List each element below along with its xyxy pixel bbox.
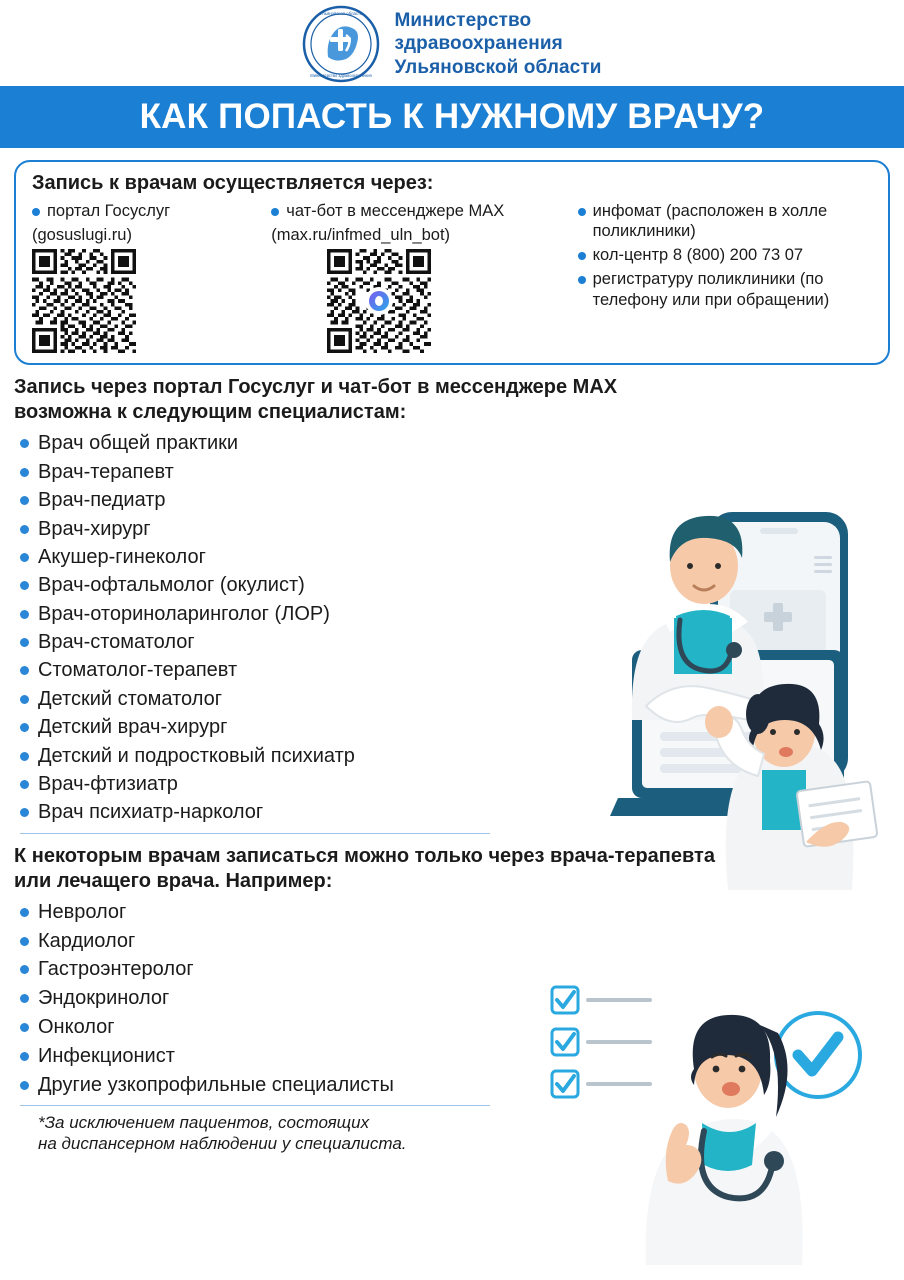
channel-gosuslugi-label: портал Госуслуг <box>47 202 171 220</box>
referral-specialist-label: Эндокринолог <box>38 987 170 1010</box>
specialist-label: Детский стоматолог <box>38 687 223 710</box>
referral-specialist-label: Онколог <box>38 1016 115 1039</box>
ministry-title <box>394 9 601 79</box>
bullet-dot-icon <box>20 780 29 789</box>
list-item <box>20 898 890 927</box>
bullet-dot-icon <box>20 965 29 974</box>
specialist-label: Врач-фтизиатр <box>38 772 178 795</box>
ministry-title-line-3: Ульяновской области <box>394 56 602 78</box>
channel-other-options <box>578 201 874 353</box>
referral-specialist-label: Кардиолог <box>38 929 136 952</box>
bullet-dot-icon <box>20 908 29 917</box>
specialist-label: Врач-терапевт <box>38 460 174 483</box>
bullet-dot-icon <box>20 723 29 732</box>
bullet-dot-icon <box>271 208 279 216</box>
channel-gosuslugi-url: (gosuslugi.ru) <box>32 226 132 245</box>
referral-specialist-label: Инфекционист <box>38 1044 175 1067</box>
divider <box>20 833 490 834</box>
bullet-dot-icon <box>20 468 29 477</box>
bullet-dot-icon <box>20 638 29 647</box>
specialist-label: Врач-офтальмолог (окулист) <box>38 574 305 597</box>
ministry-title-line-2: здравоохранения <box>394 33 563 55</box>
bullet-dot-icon <box>578 276 586 284</box>
bullet-dot-icon <box>20 808 29 817</box>
page-header <box>0 0 904 86</box>
specialist-label: Детский врач-хирург <box>38 716 228 739</box>
bullet-dot-icon <box>20 525 29 534</box>
max-bot-qr-code[interactable] <box>327 249 431 353</box>
bullet-dot-icon <box>20 695 29 704</box>
main-title-banner <box>0 86 904 148</box>
ministry-emblem-icon <box>302 5 380 83</box>
bullet-dot-icon <box>20 994 29 1003</box>
bullet-dot-icon <box>578 252 586 260</box>
channel-registry-label: регистратуру поликлиники (по телефону или при обращении) <box>592 270 830 309</box>
channel-max-bot <box>271 201 567 353</box>
gosuslugi-qr-code[interactable] <box>32 249 136 353</box>
bullet-dot-icon <box>578 208 586 216</box>
channel-max-bot-label: чат-бот в мессенджере MAX <box>286 202 505 220</box>
referral-heading-line-2: или лечащего врача. Например: <box>14 869 333 892</box>
bullet-dot-icon <box>32 208 40 216</box>
specialist-label: Врач-хирург <box>38 517 151 540</box>
specialist-label: Детский и подростковый психиатр <box>38 744 355 767</box>
specialists-heading <box>14 375 890 425</box>
footnote-line-2: на диспансерном наблюдении у специалиста. <box>38 1134 407 1154</box>
doctors-with-laptop-and-phone-illustration <box>514 470 894 890</box>
bullet-dot-icon <box>20 752 29 761</box>
bullet-dot-icon <box>20 581 29 590</box>
bullet-dot-icon <box>20 610 29 619</box>
list-item <box>578 269 874 309</box>
bullet-dot-icon <box>20 496 29 505</box>
bullet-dot-icon <box>20 1052 29 1061</box>
list-item <box>20 429 890 457</box>
channel-infomat-label: инфомат (расположен в холле поликлиники) <box>592 202 828 241</box>
specialist-label: Акушер-гинеколог <box>38 545 206 568</box>
specialist-label: Врач общей практики <box>38 432 239 455</box>
specialist-label: Врач психиатр-нарколог <box>38 801 264 824</box>
bullet-dot-icon <box>20 1023 29 1032</box>
referral-specialist-label: Гастроэнтеролог <box>38 958 194 981</box>
svg-text:Ульяновская область: Ульяновская область <box>320 11 363 16</box>
page-title: КАК ПОПАСТЬ К НУЖНОМУ ВРАЧУ? <box>139 97 765 136</box>
specialist-label: Стоматолог-терапевт <box>38 659 238 682</box>
list-item <box>578 245 874 265</box>
referral-specialist-label: Другие узкопрофильные специалисты <box>38 1073 394 1096</box>
footnote-line-1: *За исключением пациентов, состоящих <box>38 1112 370 1132</box>
channel-gosuslugi <box>32 201 261 353</box>
doctor-with-checklist-illustration <box>546 965 886 1265</box>
booking-channels-title: Запись к врачам осуществляется через: <box>32 172 434 194</box>
channel-callcenter-label: кол-центр 8 (800) 200 73 07 <box>592 246 804 265</box>
referral-specialist-label: Невролог <box>38 900 127 923</box>
list-item <box>578 201 874 241</box>
bullet-dot-icon <box>20 553 29 562</box>
divider <box>20 1105 490 1106</box>
specialist-label: Врач-оториноларинголог (ЛОР) <box>38 602 330 625</box>
svg-text:Министерство здравоохранения: Министерство здравоохранения <box>310 73 373 78</box>
bullet-dot-icon <box>20 666 29 675</box>
bullet-dot-icon <box>20 937 29 946</box>
specialists-heading-line-1: Запись через портал Госуслуг и чат-бот в мессенджере MAX <box>14 376 618 399</box>
list-item <box>20 926 890 955</box>
channel-max-bot-url: (max.ru/infmed_uln_bot) <box>271 226 451 245</box>
specialists-heading-line-2: возможна к следующим специалистам: <box>14 401 407 424</box>
ministry-title-line-1: Министерство <box>394 10 532 32</box>
bullet-dot-icon <box>20 439 29 448</box>
booking-channels-box <box>14 160 890 365</box>
specialist-label: Врач-педиатр <box>38 489 166 512</box>
bullet-dot-icon <box>20 1081 29 1090</box>
referral-heading-line-1: К некоторым врачам записаться можно только через врача-терапевта <box>14 844 715 867</box>
specialist-label: Врач-стоматолог <box>38 631 195 654</box>
